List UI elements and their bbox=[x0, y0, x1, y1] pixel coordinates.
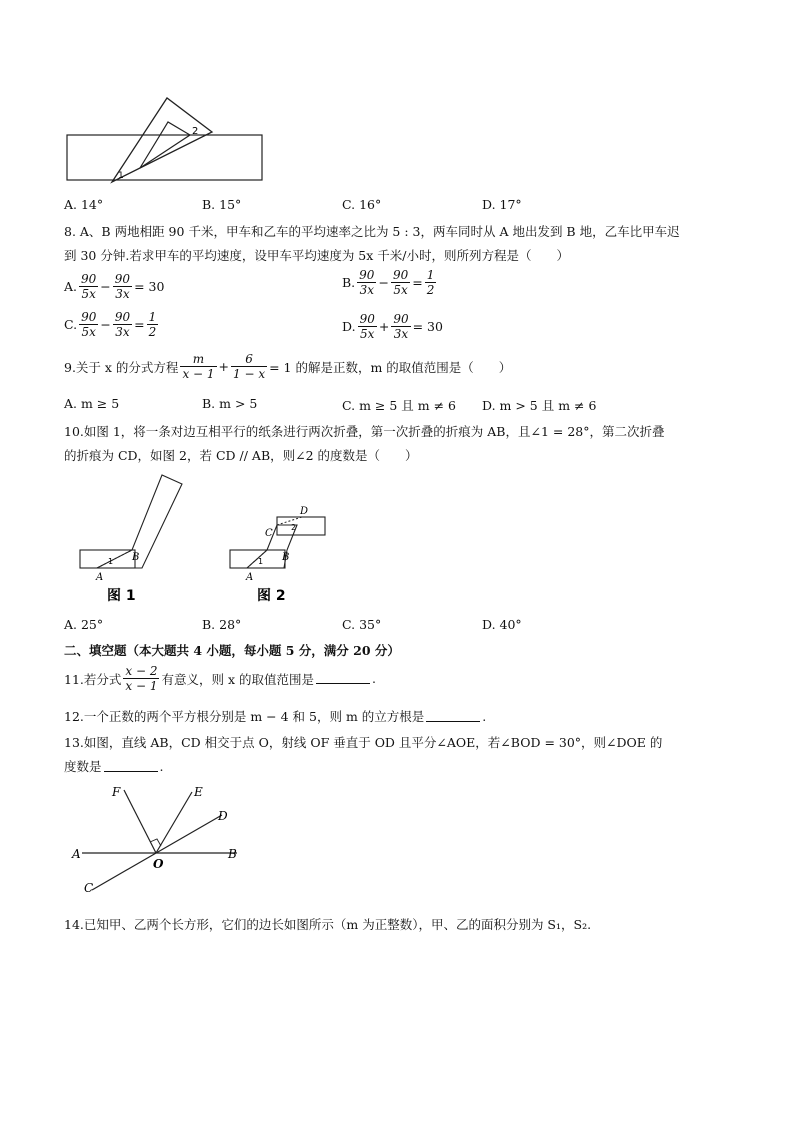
fig2-caption: 图 2 bbox=[257, 588, 286, 604]
q9-suffix: = 1 的解是正数，m 的取值范围是（ ） bbox=[269, 359, 512, 375]
rhs: = 30 bbox=[412, 319, 443, 334]
period: . bbox=[371, 671, 376, 686]
q9-prefix: 9.关于 x 的分式方程 bbox=[64, 359, 179, 375]
operator: + bbox=[378, 319, 390, 334]
q13-question-line1: 13.如图，直线 AB，CD 相交于点 O，射线 OF 垂直于 OD 且平分∠AOE，若∠BOD = 30°，则∠DOE 的 bbox=[64, 735, 663, 750]
q8-option-d[interactable] bbox=[342, 312, 443, 341]
option-label: B. bbox=[342, 275, 356, 290]
q10-option-d[interactable]: D. 40° bbox=[482, 617, 522, 632]
q10-figures bbox=[62, 470, 347, 610]
fraction: $\frac{1}{2}$ bbox=[426, 268, 435, 297]
q8-option-a[interactable] bbox=[64, 272, 164, 301]
q8-option-c[interactable] bbox=[64, 310, 160, 339]
fig1-label-b: B bbox=[132, 552, 140, 563]
fig1-label-a: A bbox=[96, 572, 104, 583]
q10-question-line1: 10.如图 1，将一条对边互相平行的纸条进行两次折叠，第一次折叠的折痕为 AB，且∠1 = 28°，第二次折叠 bbox=[64, 424, 665, 439]
fig1-caption: 图 1 bbox=[107, 588, 136, 604]
fig1-angle-1: 1 bbox=[108, 557, 114, 566]
fig2-label-d: D bbox=[300, 506, 309, 517]
option-label: D. bbox=[342, 319, 356, 334]
folding-strip-diagram bbox=[62, 470, 347, 610]
q10-question-line2: 的折痕为 CD，如图 2，若 CD // AB，则∠2 的度数是（ ） bbox=[64, 448, 418, 463]
ray-oe bbox=[156, 792, 192, 853]
fraction: $\frac{90}{3x}$ bbox=[393, 312, 409, 341]
angle-1-label: 1 bbox=[118, 171, 124, 181]
fraction: $\frac{90}{3x}$ bbox=[114, 310, 131, 339]
label-f: F bbox=[112, 785, 121, 799]
label-a: A bbox=[72, 847, 81, 861]
q12-text: 12.一个正数的两个平方根分别是 m − 4 和 5，则 m 的立方根是 bbox=[64, 709, 425, 724]
fraction: $\frac{1}{2}$ bbox=[148, 310, 157, 339]
fraction: $\frac{90}{5x}$ bbox=[81, 272, 97, 301]
answer-blank[interactable] bbox=[316, 673, 370, 684]
q8-question-line2: 到 30 分钟.若求甲车的平均速度，设甲车平均速度为 5x 千米/小时，则所列方程是（ ） bbox=[64, 248, 569, 263]
fraction: $\frac{m}{x - 1}$ bbox=[182, 352, 215, 381]
fraction: $\frac{90}{5x}$ bbox=[359, 312, 375, 341]
q13-line2-text: 度数是 bbox=[64, 759, 102, 774]
operator: − bbox=[100, 279, 111, 294]
q10-option-a[interactable]: A. 25° bbox=[64, 617, 104, 632]
period: . bbox=[482, 708, 487, 724]
q11-suffix: 有意义，则 x 的取值范围是 bbox=[161, 671, 314, 687]
fig1-drawing bbox=[80, 475, 182, 604]
ray-of bbox=[124, 790, 156, 853]
q7-option-a[interactable]: A. 14° bbox=[64, 197, 104, 212]
answer-blank[interactable] bbox=[426, 711, 480, 722]
q13-figure bbox=[62, 780, 247, 905]
fig2-label-a: A bbox=[246, 572, 254, 583]
q8-question-line1: 8. A、B 两地相距 90 千米，甲车和乙车的平均速率之比为 5 : 3，两车同时从 A 地出发到 B 地，乙车比甲车迟 bbox=[64, 224, 680, 239]
q10-option-c[interactable]: C. 35° bbox=[342, 617, 382, 632]
label-b: B bbox=[228, 847, 237, 861]
label-d: D bbox=[218, 809, 228, 823]
fraction: $\frac{90}{5x}$ bbox=[392, 268, 409, 297]
period: . bbox=[159, 758, 164, 774]
operator: + bbox=[218, 359, 230, 374]
equals: = bbox=[134, 317, 145, 332]
set-square-outer bbox=[112, 98, 212, 182]
label-o: O bbox=[153, 857, 164, 871]
fraction: $\frac{90}{3x}$ bbox=[359, 268, 375, 297]
ruler-triangle-diagram bbox=[62, 90, 267, 185]
operator: − bbox=[100, 317, 111, 332]
fig2-drawing bbox=[230, 506, 325, 604]
q9-option-d[interactable]: D. m > 5 且 m ≠ 6 bbox=[482, 398, 597, 413]
fig2-label-c: C bbox=[265, 528, 273, 539]
q12-question bbox=[64, 707, 486, 725]
fig2-angle-1: 1 bbox=[258, 557, 264, 566]
q8-option-b[interactable] bbox=[342, 268, 438, 297]
q9-option-a[interactable]: A. m ≥ 5 bbox=[64, 396, 120, 411]
q7-option-d[interactable]: D. 17° bbox=[482, 197, 522, 212]
option-label: A. bbox=[64, 279, 78, 294]
q9-question bbox=[64, 352, 511, 381]
angle-2-label: 2 bbox=[192, 126, 199, 137]
fig2-angle-2: 2 bbox=[291, 523, 297, 532]
fraction: $\frac{6}{1 - x}$ bbox=[233, 352, 266, 381]
fig2-label-b: B bbox=[282, 552, 290, 563]
fraction: $\frac{90}{3x}$ bbox=[114, 272, 131, 301]
fraction: $\frac{x - 2}{x - 1}$ bbox=[125, 664, 158, 693]
q7-figure bbox=[62, 90, 267, 185]
section-title: 二、填空题（本大题共 4 小题，每小题 5 分，满分 20 分） bbox=[64, 643, 400, 658]
q14-question: 14.已知甲、乙两个长方形，它们的边长如图所示（m 为正整数），甲、乙的面积分别为 S₁，S₂. bbox=[64, 917, 592, 932]
q9-option-c[interactable]: C. m ≥ 5 且 m ≠ 6 bbox=[342, 398, 456, 413]
q10-option-b[interactable]: B. 28° bbox=[202, 617, 242, 632]
option-label: C. bbox=[64, 317, 78, 332]
label-c: C bbox=[84, 881, 94, 895]
label-e: E bbox=[194, 785, 203, 799]
fraction: $\frac{90}{5x}$ bbox=[81, 310, 97, 339]
answer-blank[interactable] bbox=[104, 761, 158, 772]
q11-question bbox=[64, 664, 376, 693]
rhs: = 30 bbox=[134, 279, 165, 294]
ruler-rect bbox=[67, 135, 262, 180]
q7-option-b[interactable]: B. 15° bbox=[202, 197, 242, 212]
q13-question-line2 bbox=[64, 757, 164, 775]
q7-option-c[interactable]: C. 16° bbox=[342, 197, 382, 212]
angle-rays-diagram bbox=[62, 780, 247, 905]
q9-option-b[interactable]: B. m > 5 bbox=[202, 396, 258, 411]
operator: − bbox=[378, 275, 389, 290]
q11-prefix: 11.若分式 bbox=[64, 671, 122, 687]
equals: = bbox=[412, 275, 423, 290]
